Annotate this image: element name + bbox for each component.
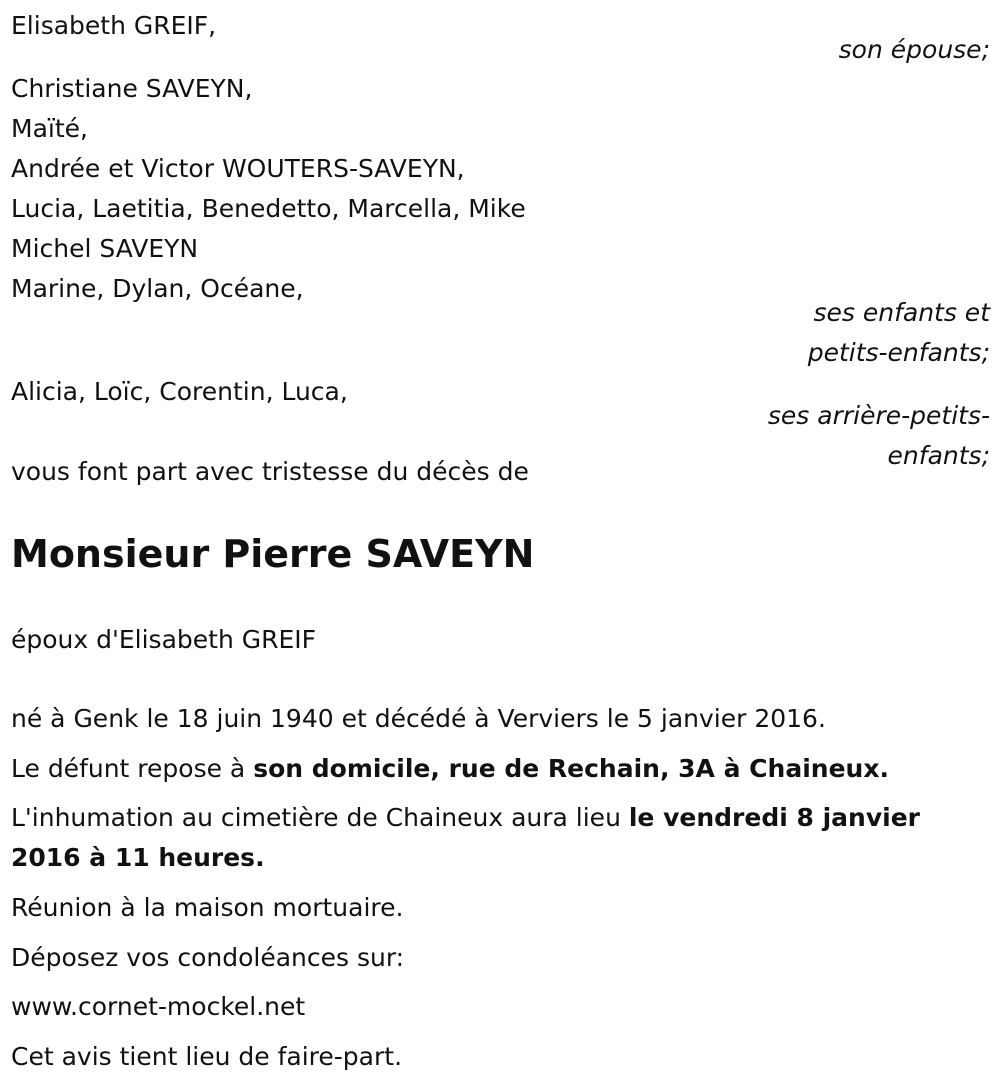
burial-line-2 — [11, 843, 265, 873]
child-line-4: Lucia, Laetitia, Benedetto, Marcella, Mike — [11, 194, 526, 223]
burial-date-part-2: 2016 à 11 heures. — [11, 843, 265, 872]
great-grandchildren-role-line-2: enfants; — [887, 441, 990, 470]
spouse-name: Elisabeth GREIF, — [11, 11, 217, 40]
repose-line — [11, 754, 889, 784]
spouse-role: son épouse; — [838, 35, 990, 64]
children-role-line-2: petits-enfants; — [807, 338, 990, 367]
child-line-3: Andrée et Victor WOUTERS-SAVEYN, — [11, 154, 465, 183]
birth-death: né à Genk le 18 juin 1940 et décédé à Verviers le 5 janvier 2016. — [11, 704, 826, 733]
child-line-5: Michel SAVEYN — [11, 234, 199, 263]
burial-prefix: L'inhumation au cimetière de Chaineux aura lieu — [11, 803, 629, 832]
child-line-1: Christiane SAVEYN, — [11, 74, 253, 103]
announcement: vous font part avec tristesse du décès de — [11, 457, 529, 486]
reunion: Réunion à la maison mortuaire. — [11, 893, 404, 922]
deceased-name: Monsieur Pierre SAVEYN — [11, 532, 535, 576]
repose-prefix: Le défunt repose à — [11, 754, 254, 783]
notice: Cet avis tient lieu de faire-part. — [11, 1042, 403, 1071]
great-grandchildren-role-line-1: ses arrière-petits- — [767, 401, 990, 430]
burial-line-1 — [11, 803, 920, 833]
repose-place: son domicile, rue de Rechain, 3A à Chaineux. — [253, 754, 889, 783]
spouse-of: époux d'Elisabeth GREIF — [11, 625, 317, 654]
children-role-line-1: ses enfants et — [813, 298, 990, 327]
website-link[interactable]: www.cornet-mockel.net — [11, 992, 306, 1021]
condolences: Déposez vos condoléances sur: — [11, 943, 405, 972]
child-line-2: Maïté, — [11, 114, 88, 143]
great-grandchildren: Alicia, Loïc, Corentin, Luca, — [11, 377, 348, 406]
burial-date-part-1: le vendredi 8 janvier — [628, 803, 920, 832]
child-line-6: Marine, Dylan, Océane, — [11, 274, 304, 303]
